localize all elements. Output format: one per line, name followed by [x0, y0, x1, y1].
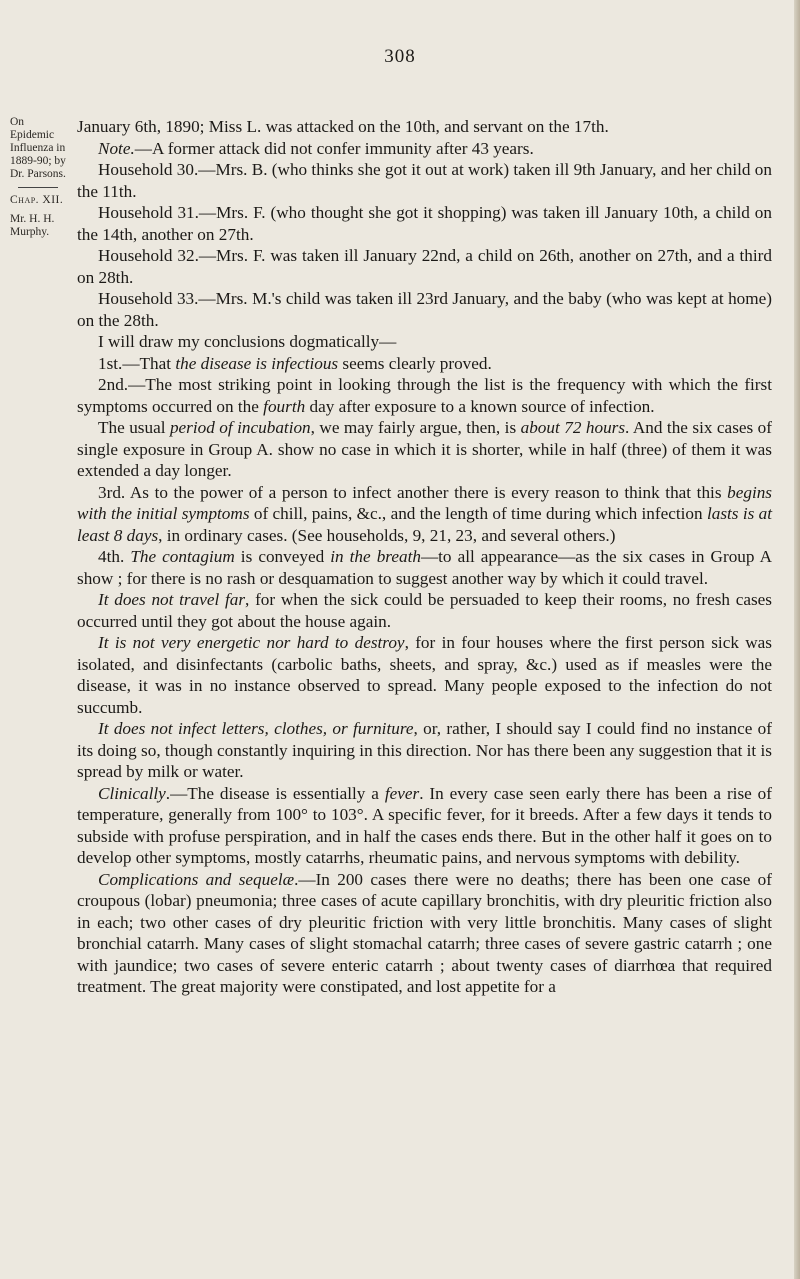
text: 1st.—That [98, 353, 176, 373]
margin-author: Mr. H. H. [10, 213, 55, 225]
text: , in ordinary cases. (See households, 9, 21, 23, and several others.) [158, 525, 616, 545]
margin-line: Dr. Parsons. [10, 168, 66, 180]
paragraph-conclusions-intro: I will draw my conclusions dogmatically— [98, 332, 397, 351]
emphasis: It does not infect letters, clothes, or furniture [98, 719, 414, 738]
emphasis: It is not very energetic nor hard to destroy [98, 633, 405, 652]
conclusion-2 [77, 374, 772, 417]
emphasis: lasts is at least 8 days [77, 504, 773, 545]
text: . And the six cases of single exposure in Group A. show no case in which it is shorter, while in half (three) of them it was extended a day longer. [77, 418, 772, 480]
margin-line: Influenza in [10, 142, 66, 154]
note-text: —A former attack did not confer immunity after 43 years. [134, 138, 534, 158]
text: , for when the sick could be persuaded to keep their rooms, no fresh cases occurred until they got about the house again. [77, 590, 772, 631]
paragraph-household-30: Household 30.—Mrs. B. (who thinks she got it out at work) taken ill 9th January, and her child on the 11th. [77, 160, 772, 201]
text: 3rd. As to the power of a person to infect another there is every reason to think that this [98, 482, 728, 502]
margin-author: Murphy. [10, 226, 50, 238]
paragraph-complications [77, 869, 772, 998]
margin-note-title [10, 116, 70, 239]
emphasis: fourth [263, 396, 306, 416]
text: 2nd.—The most striking point in looking through the list is the frequency with which the first symptoms occurred on the [77, 375, 772, 416]
text: of chill, pains, &c., and the length of time during which infection [249, 504, 707, 523]
margin-line: 1889-90; by [10, 155, 66, 167]
text: . In every case seen early there has been a rise of temperature, generally from 100° to 103°. A specific fever, for it breeds. After a few days it tends to subside with profuse perspiration, and in half the cases ends there. But in the other half it goes on to develop other symptoms, mostly catarrhs, rheumatic pains, and nervous symptoms with debility. [77, 783, 772, 867]
conclusion-fomites [77, 718, 772, 783]
emphasis: fever [384, 783, 420, 803]
conclusion-energy [77, 632, 772, 718]
margin-line: On Epidemic [10, 116, 55, 141]
page-number: 308 [384, 46, 416, 67]
emphasis: It does not travel far [98, 590, 246, 609]
text: day after exposure to a known source of infection. [305, 396, 655, 416]
conclusion-1 [77, 353, 772, 375]
text: .—The disease is essentially a [165, 783, 385, 803]
text: is conveyed [234, 547, 331, 566]
paragraph-household-32: Household 32.—Mrs. F. was taken ill January 22nd, a child on 26th, another on 27th, and a third on 28th. [77, 246, 772, 287]
text: seems clearly proved. [338, 353, 492, 373]
emphasis: begins with the initial symptoms [77, 482, 772, 523]
body-text [77, 116, 772, 998]
text: 4th. [98, 547, 131, 566]
paragraph: January 6th, 1890; Miss L. was attacked on the 10th, and servant on the 17th. [77, 117, 609, 136]
conclusion-2-incubation [77, 417, 772, 482]
text: , we may fairly argue, then, is [310, 418, 521, 437]
emphasis: The contagium [130, 547, 235, 566]
margin-divider [18, 187, 58, 188]
emphasis: Complications and sequelæ [98, 869, 295, 889]
emphasis: about 72 hours [520, 418, 626, 437]
emphasis: Clinically [98, 783, 166, 803]
emphasis: in the breath [330, 547, 421, 566]
text: The usual [98, 418, 170, 437]
paragraph-household-33: Household 33.—Mrs. M.'s child was taken ill 23rd January, and the baby (who was kept at home) on the 28th. [77, 289, 772, 330]
paragraph-household-31: Household 31.—Mrs. F. (who thought she got it shopping) was taken ill January 10th, a child on the 14th, another on 27th. [77, 203, 772, 244]
paragraph-clinically [77, 783, 772, 869]
text: —to all appearance—as the six cases in Group A show ; for there is no rash or desquamation to suggest another way by which it could travel. [77, 547, 772, 588]
margin-chapter: Chap. XII. [10, 194, 64, 206]
page-edge [794, 0, 800, 1279]
text: , or, rather, I should say I could find no instance of its doing so, though constantly inquiring in this direction. Nor has there been any suggestion that it is spread by milk or water. [77, 719, 772, 781]
conclusion-travel [77, 589, 772, 632]
emphasis: period of incubation [169, 418, 311, 437]
conclusion-4 [77, 546, 772, 589]
conclusion-3 [77, 482, 772, 547]
paragraph-note [77, 138, 772, 160]
note-label: Note. [98, 138, 135, 158]
text: .—In 200 cases there were no deaths; there has been one case of croupous (lobar) pneumonia; three cases of acute capillary bronchitis, with dry pleuritic friction also in each; two other cases of dry pleuritic friction with very little bronchitis. Many cases of slight bronchial catarrh. Many cases of slight stomachal catarrh; three cases of severe gastric catarrh ; one with jaundice; two cases of severe enteric catarrh ; about twenty cases of diarrhœa that required treatment. The great majority were constipated, and lost appetite for a [77, 869, 772, 996]
text: , for in four houses where the first person sick was isolated, and disinfectants (carbolic baths, sheets, and spray, &c.) used as if measles were the disease, it was in no instance observed to spread. Many people exposed to the infection do not succumb. [77, 633, 772, 717]
emphasis: the disease is infectious [175, 353, 339, 373]
